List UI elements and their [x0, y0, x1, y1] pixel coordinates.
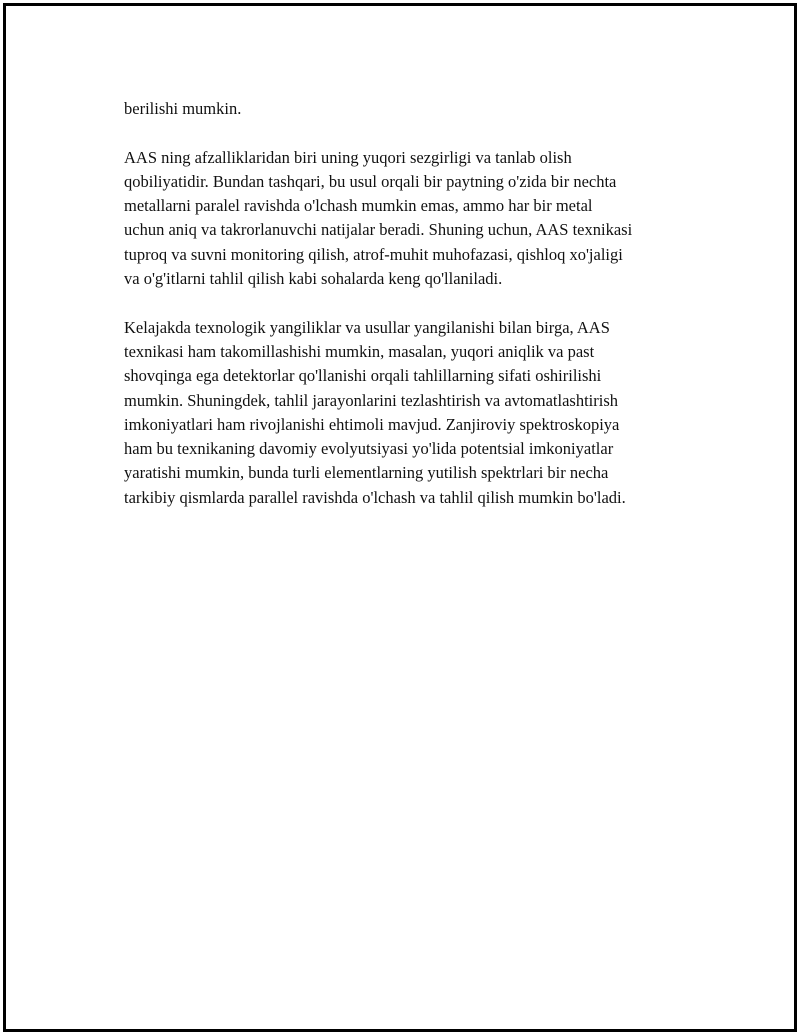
text-line: texnikasi ham takomillashishi mumkin, masalan, yuqori aniqlik va past — [124, 341, 595, 361]
text-line: tuproq va suvni monitoring qilish, atrof-muhit muhofazasi, qishloq xo'jaligi — [124, 244, 623, 264]
text-line: berilishi mumkin. — [124, 99, 242, 118]
document-body — [124, 97, 696, 534]
text-line: imkoniyatlari ham rivojlanishi ehtimoli mavjud. Zanjiroviy spektroskopiya — [124, 414, 620, 434]
text-line: metallarni paralel ravishda o'lchash mumkin emas, ammo har bir metal — [124, 196, 593, 216]
paragraph — [124, 316, 696, 510]
text-line: yaratishi mumkin, bunda turli elementlarning yutilish spektrlari bir necha — [124, 463, 609, 483]
paragraph — [124, 97, 696, 121]
paragraph — [124, 146, 696, 292]
text-line: tarkibiy qismlarda parallel ravishda o'lchash va tahlil qilish mumkin bo'ladi. — [124, 487, 626, 507]
text-line: va o'g'itlarni tahlil qilish kabi sohalarda keng qo'llaniladi. — [124, 269, 503, 289]
text-line: Kelajakda texnologik yangiliklar va usullar yangilanishi bilan birga, AAS — [124, 317, 610, 337]
text-line: ham bu texnikaning davomiy evolyutsiyasi yo'lida potentsial imkoniyatlar — [124, 439, 614, 459]
text-line: qobiliyatidir. Bundan tashqari, bu usul orqali bir paytning o'zida bir nechta — [124, 171, 617, 191]
text-line: AAS ning afzalliklaridan biri uning yuqori sezgirligi va tanlab olish — [124, 147, 572, 167]
text-line: shovqinga ega detektorlar qo'llanishi orqali tahlillarning sifati oshirilishi — [124, 366, 602, 386]
page-border — [3, 3, 797, 1032]
text-line: mumkin. Shuningdek, tahlil jarayonlarini tezlashtirish va avtomatlashtirish — [124, 390, 618, 410]
text-line: uchun aniq va takrorlanuvchi natijalar beradi. Shuning uchun, AAS texnikasi — [124, 220, 633, 240]
